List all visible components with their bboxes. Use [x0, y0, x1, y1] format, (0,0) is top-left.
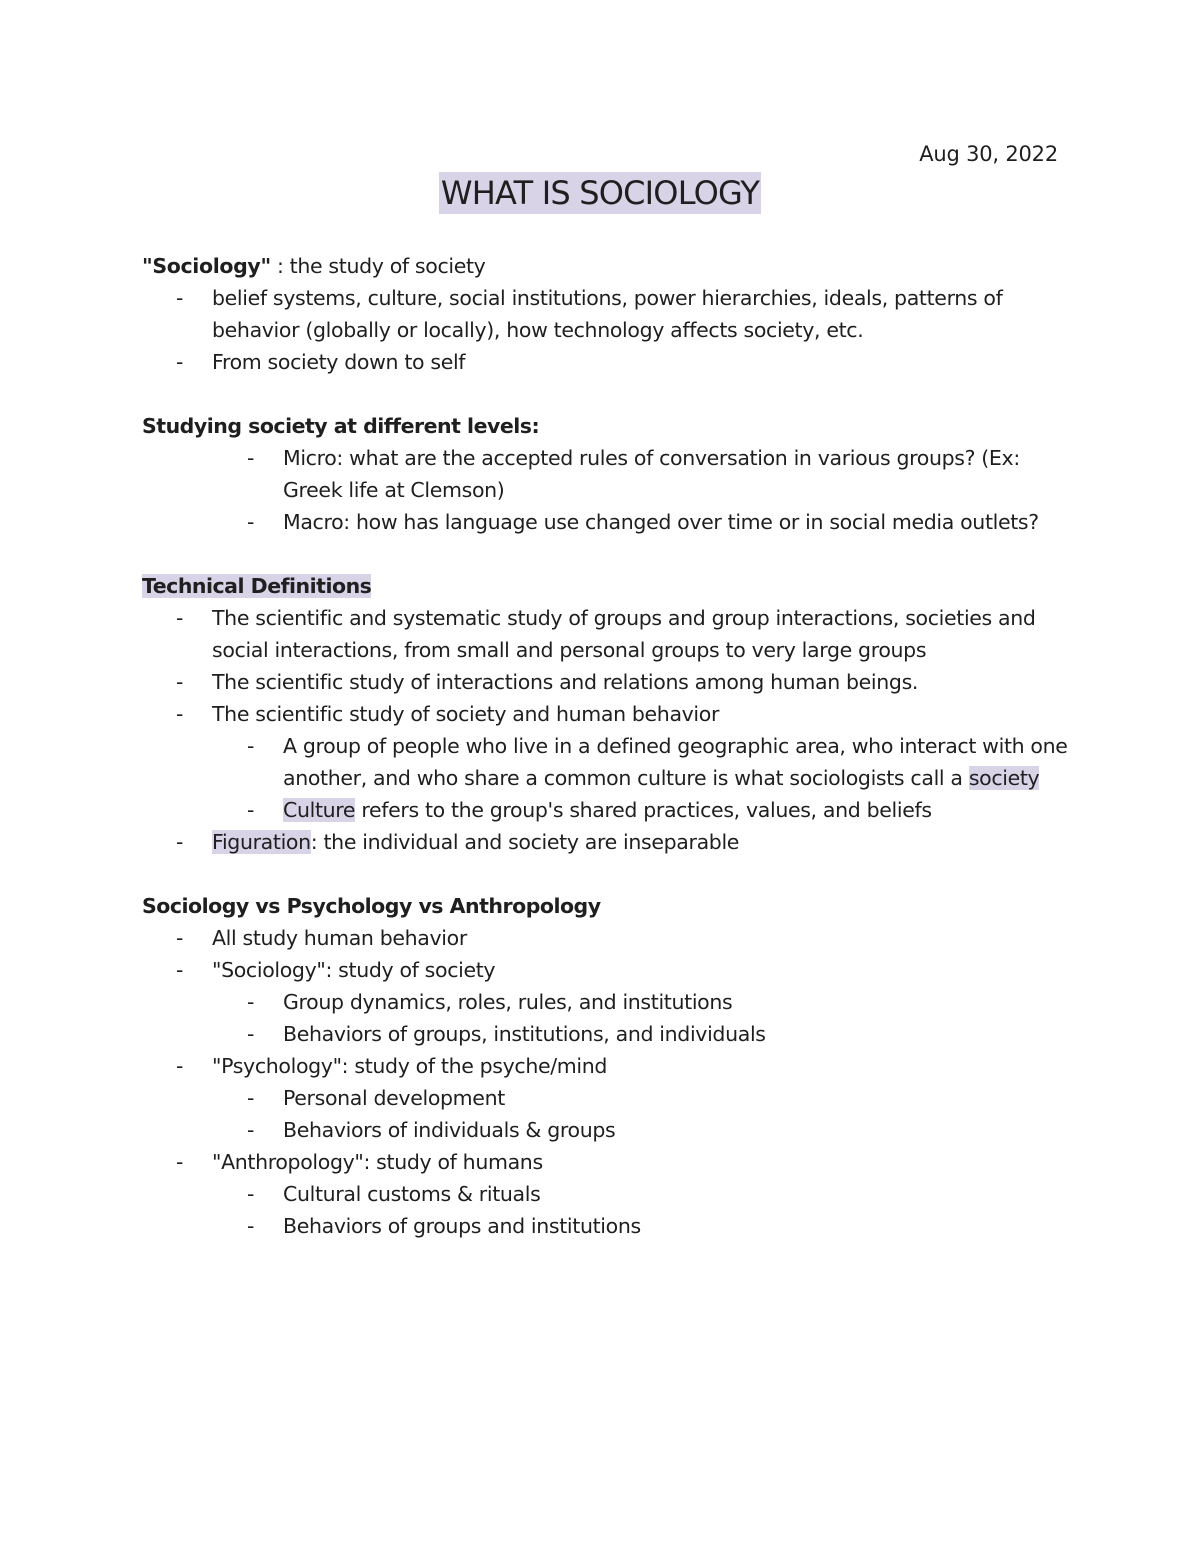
- list-item-text: Micro: what are the accepted rules of conversation in various groups? (Ex: Greek life at Clemson): [283, 446, 1020, 502]
- list-item: [142, 1050, 1072, 1082]
- sociology-definition-line: [142, 250, 1072, 282]
- list-item: [142, 506, 1072, 538]
- document-date: Aug 30, 2022: [919, 142, 1058, 166]
- list-item-text: belief systems, culture, social institutions, power hierarchies, ideals, patterns of behavior (globally or locally), how technology affects society, etc.: [212, 286, 1003, 342]
- list-item: [142, 826, 1072, 858]
- list-item-text: A group of people who live in a defined geographic area, who interact with one another, and who share a common culture is what sociologists call a: [283, 734, 1068, 790]
- bullet-dash: -: [176, 350, 184, 374]
- list-item-text: "Psychology": study of the psyche/mind: [212, 1054, 608, 1078]
- list-item: [142, 1146, 1072, 1178]
- list-item: [142, 1018, 1072, 1050]
- list-item-text: From society down to self: [212, 350, 466, 374]
- sociology-definition: : the study of society: [270, 254, 486, 278]
- bullet-dash: -: [176, 1054, 184, 1078]
- bullet-dash: -: [247, 798, 255, 822]
- title-wrap: [0, 172, 1200, 214]
- bullet-dash: -: [176, 702, 184, 726]
- bullet-dash: -: [176, 958, 184, 982]
- list-item-text: All study human behavior: [212, 926, 467, 950]
- list-item: [142, 922, 1072, 954]
- list-item-text: Group dynamics, roles, rules, and institutions: [283, 990, 733, 1014]
- bullet-dash: -: [176, 830, 184, 854]
- bullet-dash: -: [247, 446, 255, 470]
- list-item-text: Personal development: [283, 1086, 505, 1110]
- list-item-text: The scientific and systematic study of groups and group interactions, societies and social interactions, from small and personal groups to very large groups: [212, 606, 1036, 662]
- bullet-dash: -: [176, 606, 184, 630]
- list-item: [142, 986, 1072, 1018]
- list-item: [142, 1210, 1072, 1242]
- list-item-text: Macro: how has language use changed over time or in social media outlets?: [283, 510, 1039, 534]
- list-item-text: "Sociology": study of society: [212, 958, 496, 982]
- list-item: [142, 666, 1072, 698]
- section-heading-levels: Studying society at different levels:: [142, 414, 540, 438]
- list-item: [142, 794, 1072, 826]
- bullet-dash: -: [247, 734, 255, 758]
- list-item-text: "Anthropology": study of humans: [212, 1150, 543, 1174]
- page-title: WHAT IS SOCIOLOGY: [440, 174, 760, 212]
- bullet-dash: -: [247, 1022, 255, 1046]
- list-item-text: Behaviors of groups, institutions, and individuals: [283, 1022, 766, 1046]
- list-item: [142, 954, 1072, 986]
- list-item: [142, 698, 1072, 730]
- bullet-dash: -: [247, 1118, 255, 1142]
- section-heading-compare: Sociology vs Psychology vs Anthropology: [142, 894, 601, 918]
- list-item-text: Behaviors of groups and institutions: [283, 1214, 641, 1238]
- bullet-dash: -: [247, 990, 255, 1014]
- sociology-term: "Sociology": [142, 254, 271, 278]
- bullet-dash: -: [247, 510, 255, 534]
- list-item-text: : the individual and society are inseparable: [310, 830, 740, 854]
- list-item: [142, 730, 1072, 794]
- list-item: [142, 1114, 1072, 1146]
- list-item: [142, 282, 1072, 346]
- section-heading-technical: Technical Definitions: [142, 574, 372, 598]
- list-item: [142, 442, 1072, 506]
- bullet-dash: -: [176, 286, 184, 310]
- section-heading-technical-wrap: [142, 570, 1072, 602]
- highlighted-term-figuration: Figuration: [212, 830, 311, 854]
- bullet-dash: -: [176, 670, 184, 694]
- list-item-text: Behaviors of individuals & groups: [283, 1118, 616, 1142]
- bullet-dash: -: [176, 1150, 184, 1174]
- bullet-dash: -: [176, 926, 184, 950]
- list-item-text: The scientific study of interactions and relations among human beings.: [212, 670, 919, 694]
- list-item: [142, 602, 1072, 666]
- list-item-text: The scientific study of society and human behavior: [212, 702, 720, 726]
- highlighted-term-society: society: [968, 766, 1040, 790]
- notes-body: [142, 250, 1072, 1242]
- bullet-dash: -: [247, 1182, 255, 1206]
- list-item-text: refers to the group's shared practices, values, and beliefs: [355, 798, 932, 822]
- bullet-dash: -: [247, 1086, 255, 1110]
- list-item: [142, 1082, 1072, 1114]
- bullet-dash: -: [247, 1214, 255, 1238]
- highlighted-term-culture: Culture: [283, 798, 356, 822]
- list-item-text: Cultural customs & rituals: [283, 1182, 541, 1206]
- list-item: [142, 346, 1072, 378]
- list-item: [142, 1178, 1072, 1210]
